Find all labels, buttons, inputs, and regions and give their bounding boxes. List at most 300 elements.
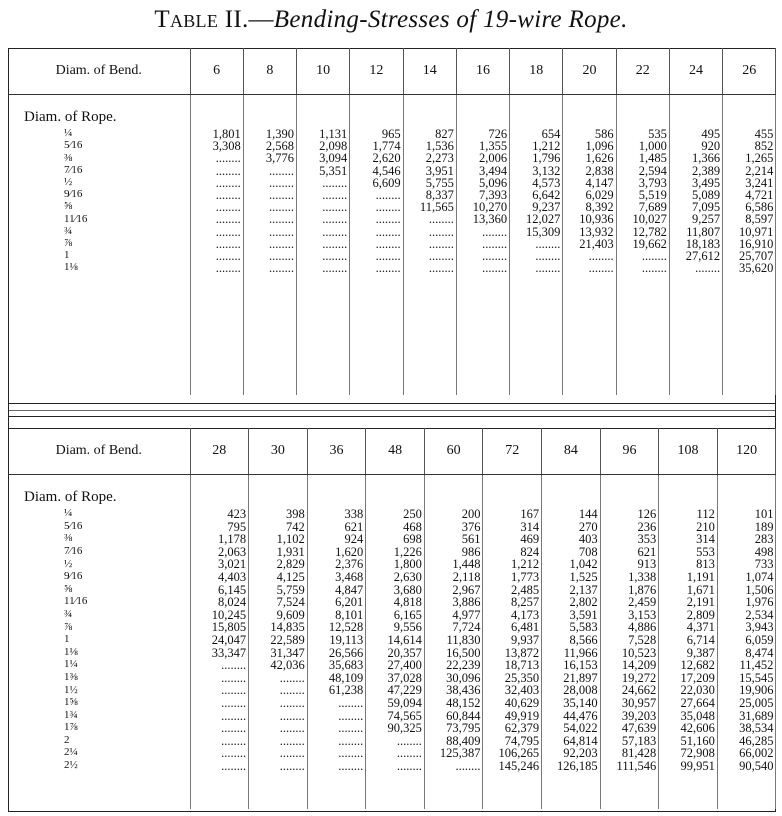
- stress-value: ........: [269, 163, 295, 178]
- stress-value: 6,201: [335, 595, 364, 610]
- stress-value: 17,209: [680, 670, 715, 685]
- stress-value: 3,886: [452, 595, 481, 610]
- stress-value: 4,818: [393, 595, 422, 610]
- stress-value: 4,573: [532, 175, 561, 190]
- stress-value: 7,393: [478, 188, 508, 203]
- stress-value: 12,782: [632, 224, 667, 239]
- bend-diameter-96: 96: [600, 428, 659, 475]
- rope-diameter-column: [8, 475, 190, 810]
- stress-value: 106,265: [498, 746, 540, 761]
- stress-value: 3,680: [393, 582, 422, 597]
- stress-value: 2,006: [478, 151, 508, 166]
- stress-value: ........: [215, 249, 241, 264]
- stress-value: ........: [482, 236, 508, 251]
- stress-value: 2,389: [692, 163, 721, 178]
- stress-value: ........: [215, 151, 241, 166]
- stress-value: 16,910: [739, 236, 774, 251]
- stress-value: 19,906: [739, 683, 774, 698]
- stress-value: 15,309: [525, 224, 561, 239]
- stress-value: 403: [578, 532, 598, 547]
- stress-value: 61,238: [328, 683, 364, 698]
- stress-value: 35,620: [739, 261, 774, 276]
- stress-value: ........: [322, 236, 348, 251]
- stress-value: 145,246: [498, 758, 540, 773]
- stress-value: 852: [754, 139, 774, 154]
- stress-value: ........: [396, 758, 422, 773]
- stress-value: 1,265: [745, 151, 774, 166]
- stress-value: ........: [322, 261, 348, 276]
- stress-value: ........: [269, 224, 295, 239]
- stress-value: 9,556: [393, 620, 422, 635]
- stress-value: 92,203: [563, 746, 598, 761]
- bend-diameter-12: 12: [350, 48, 403, 95]
- stress-value: 1,226: [393, 544, 422, 559]
- stress-value: 1,800: [393, 557, 422, 572]
- stress-value: 4,147: [585, 175, 614, 190]
- stress-value: 3,153: [628, 607, 657, 622]
- stress-column-10: [297, 95, 350, 396]
- stress-value: 35,683: [328, 658, 364, 673]
- rope-heading: Diam. of Rope.: [24, 109, 117, 125]
- stress-value: 813: [696, 557, 715, 572]
- bend-diameter-18: 18: [510, 48, 563, 95]
- stress-value: 51,160: [680, 733, 715, 748]
- stress-value: 3,021: [217, 557, 247, 572]
- stress-value: 6,029: [585, 188, 614, 203]
- stress-value: 90,540: [739, 758, 774, 773]
- stress-value: ........: [269, 236, 295, 251]
- stress-value: 2,568: [265, 139, 295, 154]
- stress-value: 12,682: [680, 658, 715, 673]
- stress-value: 1,671: [686, 582, 715, 597]
- stress-value: ........: [215, 224, 241, 239]
- header-row: [8, 48, 776, 95]
- table-caption: Bending-Stresses of 19-wire Rope.: [273, 6, 628, 33]
- stress-value: 3,591: [569, 607, 598, 622]
- rope-diameter: 2½: [64, 759, 78, 772]
- stress-value: 30,096: [446, 670, 481, 685]
- stress-value: 1,338: [628, 569, 657, 584]
- stress-value: 15,545: [739, 670, 774, 685]
- stress-value: ........: [428, 261, 454, 276]
- bend-diameter-72: 72: [483, 428, 542, 475]
- stress-value: 38,436: [446, 683, 481, 698]
- rope-diameter: 11⁄16: [64, 595, 88, 608]
- stress-table-upper: [8, 48, 776, 395]
- stress-value: 5,096: [478, 175, 508, 190]
- stress-value: 2,485: [510, 582, 540, 597]
- stress-value: ........: [215, 175, 241, 190]
- stress-value: 654: [541, 127, 561, 141]
- stress-value: ........: [215, 200, 241, 215]
- stress-value: 2,273: [425, 151, 454, 166]
- stress-value: 31,347: [270, 645, 305, 660]
- stress-value: 250: [403, 507, 422, 521]
- stress-value: 10,027: [632, 212, 667, 227]
- stress-value: ........: [221, 746, 247, 761]
- stress-value: 8,024: [217, 595, 247, 610]
- stress-value: ........: [221, 758, 247, 773]
- stress-value: 1,536: [425, 139, 454, 154]
- stress-value: 1,042: [569, 557, 598, 572]
- stress-value: 7,095: [692, 200, 721, 215]
- stress-value: 1,801: [212, 127, 241, 141]
- rope-diameter: ⅞: [64, 237, 73, 250]
- stress-value: 5,759: [276, 582, 305, 597]
- stress-value: 6,059: [745, 632, 774, 647]
- stress-value: ........: [221, 670, 247, 685]
- stress-value: 22,030: [680, 683, 715, 698]
- stress-value: 35,140: [563, 695, 598, 710]
- stress-value: 733: [754, 557, 774, 572]
- stress-value: 4,125: [276, 569, 305, 584]
- stress-value: 4,721: [745, 188, 774, 203]
- stress-value: 398: [285, 507, 305, 521]
- stress-value: 3,495: [692, 175, 721, 190]
- stress-value: 99,951: [680, 758, 715, 773]
- stress-value: ........: [375, 249, 401, 264]
- bend-diameter-14: 14: [403, 48, 456, 95]
- stress-value: 1,626: [585, 151, 614, 166]
- stress-column-108: [659, 475, 718, 810]
- stress-value: 48,152: [446, 695, 481, 710]
- stress-value: 42,606: [680, 721, 715, 736]
- stress-value: 314: [520, 519, 540, 534]
- stress-value: 5,519: [638, 188, 667, 203]
- stress-value: 1,774: [372, 139, 401, 154]
- stress-column-6: [190, 95, 243, 396]
- stress-value: ........: [535, 261, 561, 276]
- stress-value: 2,967: [452, 582, 481, 597]
- rope-diameter-column: [8, 95, 190, 396]
- stress-value: 283: [754, 532, 774, 547]
- rope-diameter: ⅝: [64, 200, 73, 213]
- stress-value: 112: [696, 507, 715, 521]
- stress-value: 19,113: [329, 632, 364, 647]
- stress-value: ........: [428, 212, 454, 227]
- stress-value: 965: [381, 127, 401, 141]
- stress-value: 1,096: [585, 139, 614, 154]
- stress-value: ........: [695, 261, 721, 276]
- stress-value: 3,468: [335, 569, 364, 584]
- stress-value: 2,118: [452, 569, 481, 584]
- stress-value: 27,400: [387, 658, 422, 673]
- stress-column-18: [510, 95, 563, 396]
- stress-value: 314: [696, 532, 715, 547]
- stress-column-26: [723, 95, 776, 396]
- rope-diameter: 1⅞: [64, 721, 78, 734]
- stress-value: 2,838: [585, 163, 614, 178]
- stress-value: 32,403: [504, 683, 540, 698]
- stress-value: 8,337: [425, 188, 454, 203]
- stress-column-20: [563, 95, 616, 396]
- stress-value: ........: [455, 758, 481, 773]
- stress-value: 270: [578, 519, 598, 534]
- stress-value: 11,452: [739, 658, 774, 673]
- stress-value: 12,027: [525, 212, 561, 227]
- bend-diameter-8: 8: [243, 48, 296, 95]
- stress-value: 5,755: [425, 175, 454, 190]
- stress-value: 8,257: [510, 595, 540, 610]
- bend-diameter-30: 30: [249, 428, 308, 475]
- stress-value: 8,566: [569, 632, 598, 647]
- stress-value: ........: [279, 708, 305, 723]
- stress-value: 376: [461, 519, 481, 534]
- rope-diameter: ⅜: [64, 532, 73, 545]
- stress-value: 4,977: [452, 607, 481, 622]
- bend-diameter-20: 20: [563, 48, 616, 95]
- stress-value: 200: [461, 507, 481, 521]
- header-row: [8, 428, 776, 475]
- stress-value: 353: [637, 532, 657, 547]
- rope-diameter: 1¼: [64, 658, 78, 671]
- bend-diameter-26: 26: [723, 48, 776, 95]
- stress-value: ........: [269, 212, 295, 227]
- stress-column-96: [600, 475, 659, 810]
- stress-column-16: [456, 95, 509, 396]
- stress-value: 47,229: [387, 683, 422, 698]
- stress-value: 2,137: [569, 582, 598, 597]
- bend-diameter-84: 84: [542, 428, 601, 475]
- stress-value: 126: [637, 507, 657, 521]
- rope-heading: Diam. of Rope.: [24, 489, 117, 505]
- stress-value: 46,285: [739, 733, 774, 748]
- stress-value: ........: [338, 721, 364, 736]
- stress-value: 6,714: [686, 632, 715, 647]
- stress-column-30: [249, 475, 308, 810]
- stress-value: 4,173: [510, 607, 540, 622]
- stress-value: 3,793: [638, 175, 667, 190]
- stress-value: ........: [588, 261, 614, 276]
- stress-value: 7,689: [638, 200, 667, 215]
- stress-value: 27,612: [685, 249, 721, 264]
- stress-column-14: [403, 95, 456, 396]
- stress-value: 9,257: [692, 212, 721, 227]
- stress-value: ........: [269, 188, 295, 203]
- stress-value: ........: [482, 224, 508, 239]
- stress-value: 24,047: [211, 632, 247, 647]
- stress-value: 19,272: [621, 670, 657, 685]
- stress-column-72: [483, 475, 542, 810]
- rope-diameter: 5⁄16: [64, 519, 83, 532]
- stress-value: ........: [482, 249, 508, 264]
- stress-value: 1,485: [638, 151, 667, 166]
- stress-value: ........: [375, 236, 401, 251]
- stress-value: ........: [428, 236, 454, 251]
- stress-value: 726: [488, 127, 508, 141]
- stress-value: ........: [221, 721, 247, 736]
- stress-value: 18,183: [685, 236, 721, 251]
- stress-value: 11,565: [419, 200, 454, 215]
- stress-value: 90,325: [387, 721, 422, 736]
- bend-diameter-6: 6: [190, 48, 243, 95]
- stress-value: 21,897: [563, 670, 598, 685]
- stress-value: 2,534: [745, 607, 774, 622]
- stress-value: ........: [338, 746, 364, 761]
- stress-value: ........: [221, 695, 247, 710]
- table-divider: [8, 404, 776, 428]
- stress-value: ........: [269, 261, 295, 276]
- stress-value: 1,773: [510, 569, 540, 584]
- stress-value: 88,409: [446, 733, 481, 748]
- stress-value: 2,620: [372, 151, 401, 166]
- stress-value: 561: [461, 532, 481, 547]
- stress-value: ........: [215, 188, 241, 203]
- stress-value: 586: [594, 127, 614, 141]
- stress-value: ........: [535, 249, 561, 264]
- stress-value: 338: [344, 507, 364, 521]
- stress-value: 6,165: [393, 607, 422, 622]
- stress-value: ........: [322, 175, 348, 190]
- stress-value: ........: [322, 224, 348, 239]
- stress-value: 4,371: [686, 620, 715, 635]
- rope-diameter: ½: [64, 557, 73, 570]
- stress-value: 2,802: [569, 595, 598, 610]
- stress-value: 7,524: [276, 595, 305, 610]
- stress-value: 10,936: [579, 212, 614, 227]
- stress-value: 16,500: [446, 645, 481, 660]
- stress-value: 924: [344, 532, 364, 547]
- stress-value: 1,191: [686, 569, 715, 584]
- stress-value: 2,191: [686, 595, 715, 610]
- stress-value: 824: [520, 544, 540, 559]
- stress-value: ........: [641, 261, 667, 276]
- stress-value: 25,005: [739, 695, 774, 710]
- stress-value: 10,245: [211, 607, 247, 622]
- stress-value: 13,872: [504, 645, 540, 660]
- stress-value: 4,546: [372, 163, 401, 178]
- stress-value: 1,102: [276, 532, 305, 547]
- stress-value: 59,094: [387, 695, 422, 710]
- stress-value: 11,966: [563, 645, 598, 660]
- stress-value: 74,565: [387, 708, 422, 723]
- stress-value: 1,876: [628, 582, 657, 597]
- stress-value: 3,776: [265, 151, 295, 166]
- bend-diameter-36: 36: [307, 428, 366, 475]
- stress-value: 74,795: [504, 733, 540, 748]
- stress-value: 28,008: [563, 683, 598, 698]
- rope-diameter: ¼: [64, 127, 73, 140]
- stress-value: 1,000: [638, 139, 667, 154]
- stress-value: 1,506: [745, 582, 774, 597]
- stress-value: 40,629: [504, 695, 540, 710]
- stress-value: ........: [396, 733, 422, 748]
- stress-value: ........: [215, 261, 241, 276]
- stress-value: 553: [696, 544, 715, 559]
- stress-value: 1,448: [452, 557, 481, 572]
- stress-value: ........: [322, 212, 348, 227]
- stress-value: 468: [403, 519, 422, 534]
- stress-value: ........: [588, 249, 614, 264]
- stress-value: 3,308: [212, 139, 241, 154]
- stress-value: 986: [461, 544, 481, 559]
- rope-diameter: 1: [64, 249, 70, 262]
- stress-value: ........: [215, 212, 241, 227]
- stress-value: 54,022: [563, 721, 598, 736]
- stress-value: 7,528: [628, 632, 657, 647]
- stress-value: ........: [535, 236, 561, 251]
- stress-value: 1,131: [319, 127, 348, 141]
- stress-value: 126,185: [557, 758, 598, 773]
- stress-value: 9,609: [276, 607, 305, 622]
- stress-value: 698: [403, 532, 422, 547]
- stress-value: 3,943: [745, 620, 774, 635]
- rope-diameter: 1: [64, 633, 70, 646]
- stress-value: 73,795: [446, 721, 481, 736]
- stress-value: 10,971: [739, 224, 774, 239]
- data-row: [8, 95, 776, 396]
- stress-value: 4,886: [628, 620, 657, 635]
- stress-value: 1,390: [265, 127, 295, 141]
- stress-value: ........: [482, 261, 508, 276]
- stress-value: 14,209: [621, 658, 657, 673]
- stress-column-120: [717, 475, 776, 810]
- stress-value: 33,347: [211, 645, 247, 660]
- stress-value: 795: [227, 519, 247, 534]
- stress-value: 8,101: [335, 607, 364, 622]
- stress-value: 4,403: [217, 569, 247, 584]
- stress-value: 37,028: [387, 670, 422, 685]
- stress-value: 6,642: [532, 188, 561, 203]
- stress-value: 13,932: [579, 224, 614, 239]
- bend-diameter-10: 10: [297, 48, 350, 95]
- stress-value: 5,583: [569, 620, 598, 635]
- stress-value: ........: [375, 200, 401, 215]
- stress-value: 1,931: [276, 544, 305, 559]
- stress-value: 10,270: [472, 200, 508, 215]
- stress-value: 25,350: [504, 670, 540, 685]
- stress-value: 9,387: [686, 645, 715, 660]
- stress-value: 1,212: [532, 139, 561, 154]
- stress-value: 210: [696, 519, 715, 534]
- stress-value: ........: [641, 249, 667, 264]
- stress-value: 2,594: [638, 163, 667, 178]
- stress-column-48: [366, 475, 425, 810]
- stress-value: 3,241: [745, 175, 774, 190]
- stress-value: 22,239: [446, 658, 481, 673]
- stress-value: ........: [279, 683, 305, 698]
- stress-value: 708: [578, 544, 598, 559]
- stress-value: 1,366: [692, 151, 721, 166]
- stress-value: 4,847: [335, 582, 364, 597]
- stress-value: 1,796: [532, 151, 561, 166]
- stress-value: 535: [648, 127, 667, 141]
- rope-diameter: ½: [64, 176, 73, 189]
- stress-value: ........: [279, 695, 305, 710]
- stress-value: 1,074: [745, 569, 774, 584]
- rope-diameter: 7⁄16: [64, 163, 83, 176]
- stress-value: ........: [428, 249, 454, 264]
- stress-value: 8,392: [585, 200, 614, 215]
- stress-value: 6,609: [372, 175, 401, 190]
- stress-value: 35,048: [680, 708, 715, 723]
- stress-value: 469: [520, 532, 540, 547]
- stress-value: 66,002: [739, 746, 774, 761]
- stress-value: 6,586: [745, 200, 774, 215]
- stress-value: 39,203: [621, 708, 657, 723]
- stress-value: 495: [701, 127, 721, 141]
- stress-value: 1,355: [478, 139, 508, 154]
- stress-value: 9,937: [510, 632, 540, 647]
- stress-column-22: [616, 95, 669, 396]
- stress-value: 14,835: [270, 620, 305, 635]
- table-title: [0, 6, 782, 34]
- stress-value: 24,662: [621, 683, 657, 698]
- stress-value: 2,459: [628, 595, 657, 610]
- rope-diameter: 1⅛: [64, 645, 78, 658]
- stress-value: 57,183: [621, 733, 657, 748]
- rope-diameter: ⅝: [64, 582, 73, 595]
